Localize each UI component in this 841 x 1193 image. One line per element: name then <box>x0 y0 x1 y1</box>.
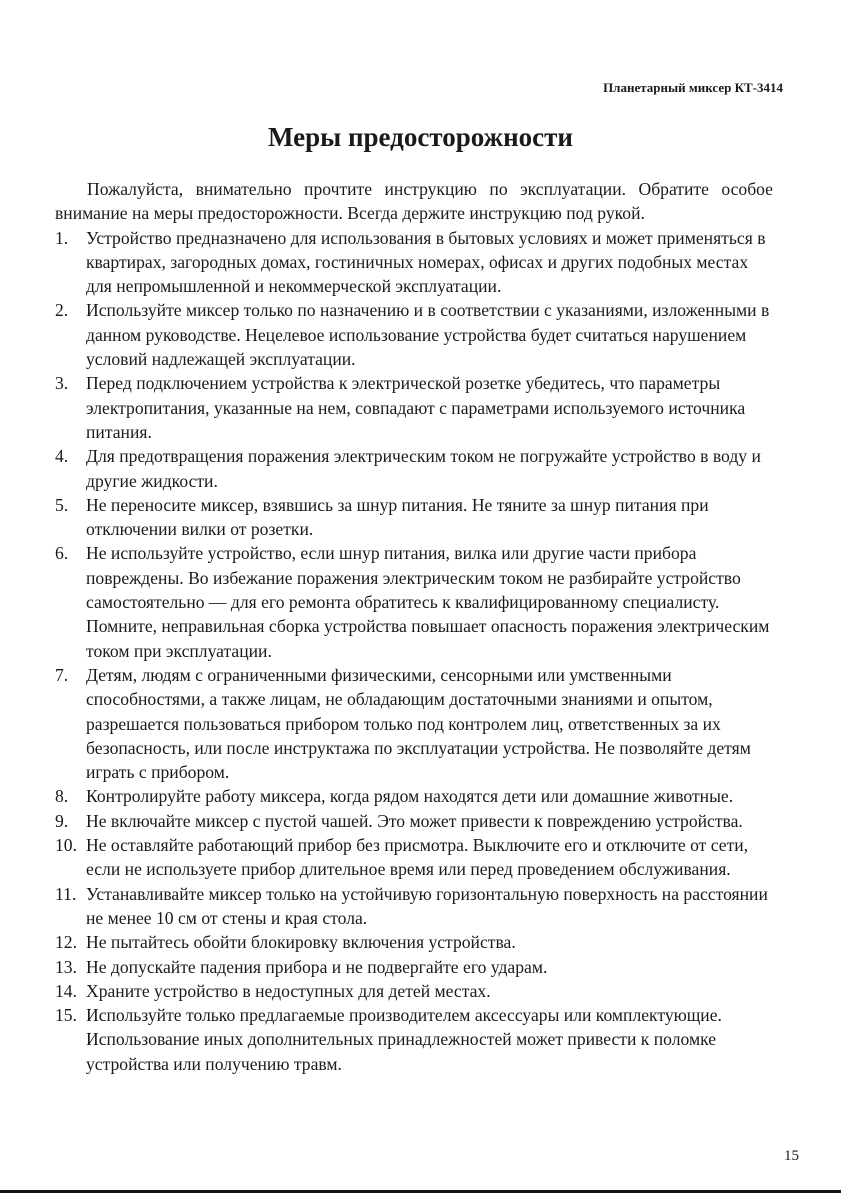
item-number: 7. <box>55 664 69 685</box>
item-text: Не пытайтесь обойти блокировку включения устройства. <box>86 932 516 953</box>
item-number: 10. <box>55 835 77 856</box>
item-number: 2. <box>55 300 69 321</box>
list-item <box>55 226 773 299</box>
item-text: Не используйте устройство, если шнур питания, вилка или другие части прибора повреждены. Во избежание поражения электрическим током не разбирайте устройство самостоятельно — для его ремонта обратитесь к квалифицированному специалисту. Помните, неправильная сборка устройства повышает опасность поражения электрическим током при эксплуатации. <box>86 543 770 661</box>
list-item <box>55 1003 773 1076</box>
item-text: Перед подключением устройства к электрической розетке убедитесь, что параметры электропитания, указанные на нем, совпадают с параметрами используемого источника питания. <box>86 373 746 442</box>
list-item <box>55 541 773 662</box>
list-item <box>55 809 773 833</box>
item-text: Детям, людям с ограниченными физическими, сенсорными или умственными способностями, а также лицам, не обладающим достаточными знаниями и опытом, разрешается пользоваться прибором только под контролем лиц, ответственных за их безопасность, или после инструктажа по эксплуатации устройства. Не позволяйте детям играть с прибором. <box>86 664 751 783</box>
list-item <box>55 298 773 371</box>
item-number: 8. <box>55 786 69 807</box>
item-text: Используйте миксер только по назначению и в соответствии с указаниями, изложенными в данном руководстве. Нецелевое использование устройства будет считаться нарушением условий надлежащей эксплуатации. <box>86 300 770 370</box>
item-number: 13. <box>55 956 77 977</box>
list-item <box>55 663 773 784</box>
list-item <box>55 979 773 1003</box>
running-header: Планетарный миксер КТ-3414 <box>603 80 783 95</box>
item-text: Для предотвращения поражения электрическим током не погружайте устройство в воду и другие жидкости. <box>86 446 761 491</box>
item-text: Храните устройство в недоступных для детей местах. <box>86 980 491 1001</box>
item-number: 3. <box>55 373 69 394</box>
item-number: 11. <box>55 883 77 904</box>
intro-paragraph: Пожалуйста, внимательно прочтите инструкцию по эксплуатации. Обратите особое внимание на меры предосторожности. Всегда держите инструкцию под рукой. <box>55 179 773 224</box>
item-text: Устанавливайте миксер только на устойчивую горизонтальную поверхность на расстоянии не менее 10 см от стены и края стола. <box>86 883 768 928</box>
item-number: 5. <box>55 494 69 515</box>
main-content <box>55 177 773 1076</box>
item-number: 9. <box>55 810 69 831</box>
item-number: 6. <box>55 543 69 564</box>
list-item <box>55 930 773 954</box>
item-number: 4. <box>55 446 69 467</box>
page-title: Меры предосторожности <box>268 122 573 152</box>
item-number: 15. <box>55 1005 77 1026</box>
item-text: Не оставляйте работающий прибор без присмотра. Выключите его и отключите от сети, если не используете прибор длительное время или перед проведением обслуживания. <box>86 835 749 880</box>
list-item <box>55 955 773 979</box>
item-text: Не допускайте падения прибора и не подвергайте его ударам. <box>86 956 548 977</box>
list-item <box>55 493 773 542</box>
item-text: Не переносите миксер, взявшись за шнур питания. Не тяните за шнур питания при отключении вилки от розетки. <box>86 494 709 540</box>
list-item <box>55 784 773 808</box>
item-text: Устройство предназначено для использования в бытовых условиях и может применяться в квартирах, загородных домах, гостиничных номерах, офисах и других подобных местах для непромышленной и некоммерческой эксплуатации. <box>86 227 766 297</box>
list-item <box>55 882 773 931</box>
item-text: Используйте только предлагаемые производителем аксессуары или комплектующие. Использование иных дополнительных принадлежностей может привести к поломке устройства или получению травм. <box>86 1005 722 1074</box>
item-text: Не включайте миксер с пустой чашей. Это может привести к повреждению устройства. <box>86 810 743 831</box>
precautions-list <box>55 226 773 1076</box>
list-item <box>55 833 773 882</box>
list-item <box>55 371 773 444</box>
item-number: 14. <box>55 980 77 1001</box>
item-number: 1. <box>55 227 69 248</box>
item-text: Контролируйте работу миксера, когда рядом находятся дети или домашние животные. <box>86 786 734 807</box>
list-item <box>55 444 773 493</box>
item-number: 12. <box>55 932 77 953</box>
page-number: 15 <box>784 1148 799 1164</box>
